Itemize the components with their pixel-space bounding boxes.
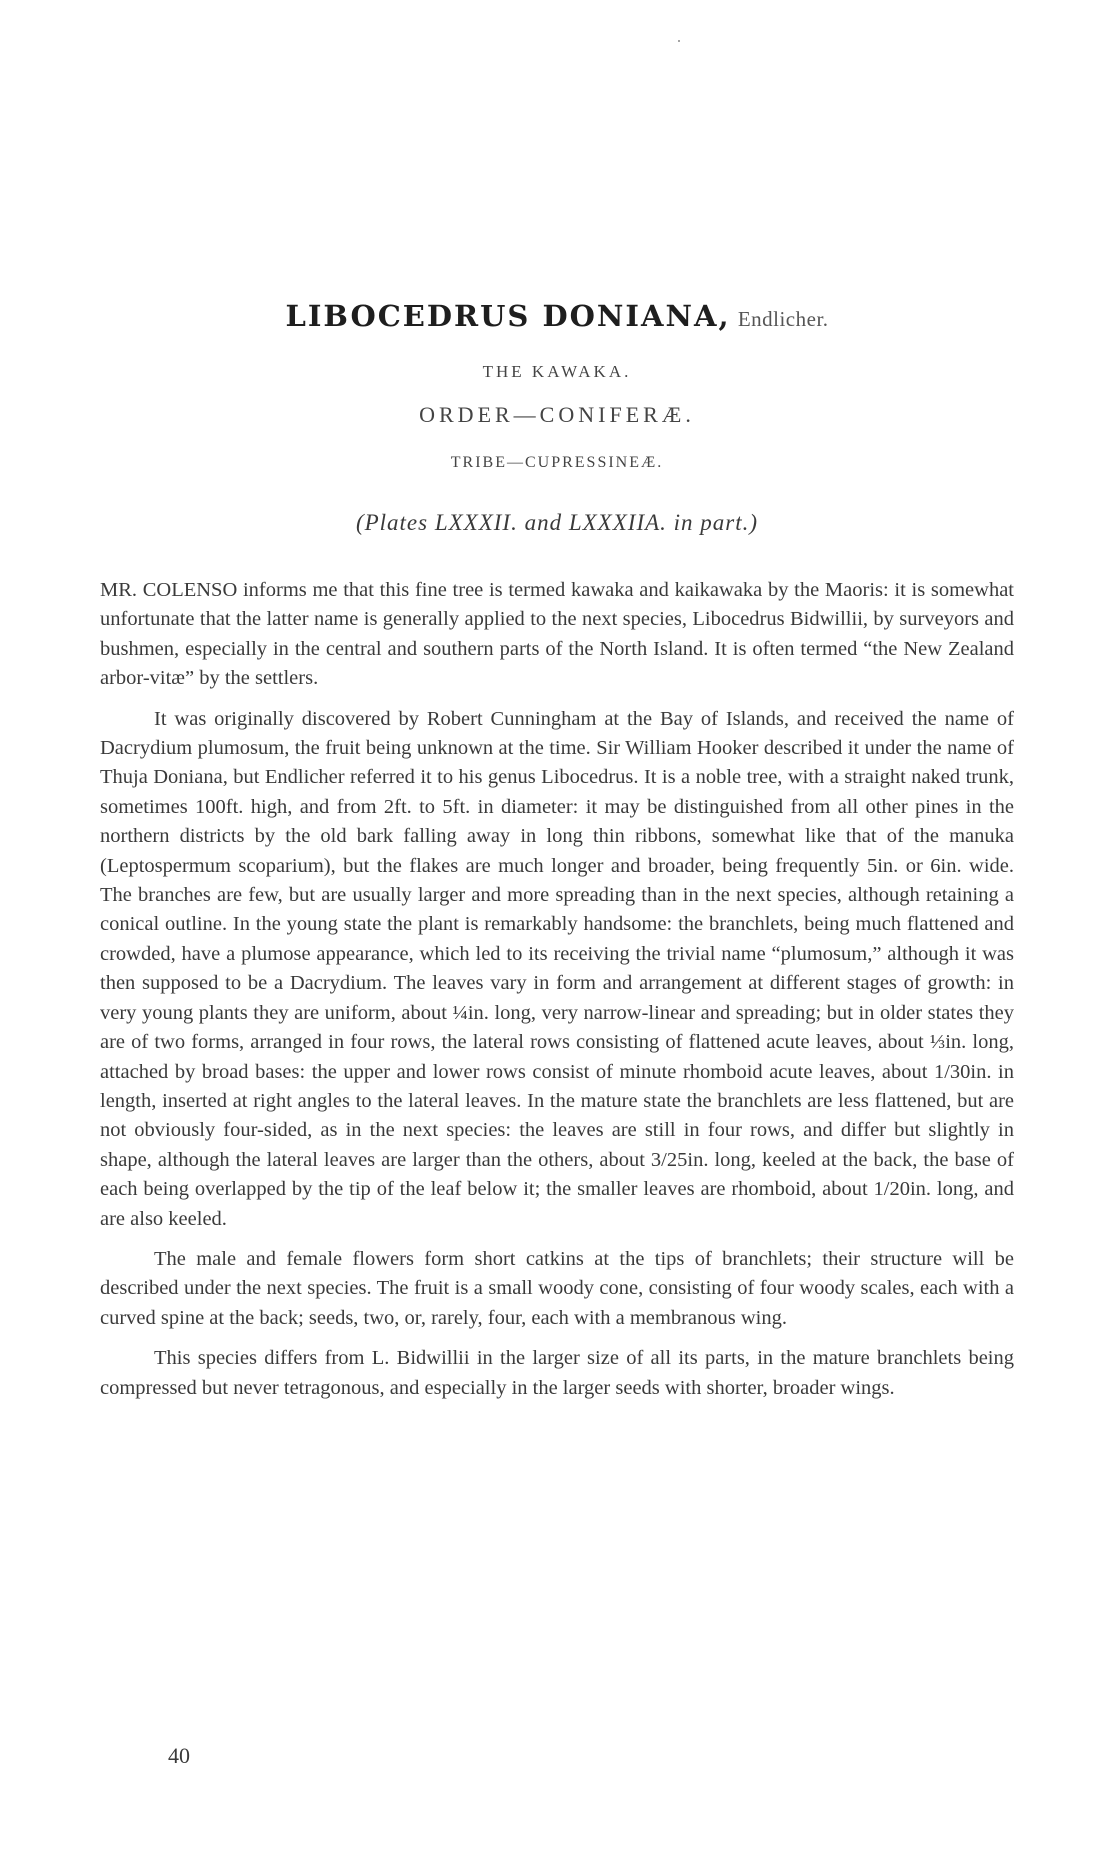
page-number: 40 [168,1743,190,1768]
page-title: LIBOCEDRUS DONIANA, [285,299,731,333]
title-line [100,298,1014,337]
order-line: ORDER—CONIFERÆ. [419,402,695,427]
common-name: THE KAWAKA. [482,362,632,381]
paragraph-2: It was originally discovered by Robert Cunningham at the Bay of Islands, and received the name of Dacrydium plumosum, the fruit being unknown at the time. Sir William Hooker described it under the name of Thuja Doniana, but Endlicher referred it to his genus Libocedrus. It is a noble tree, with a straight naked trunk, sometimes 100ft. high, and from 2ft. to 5ft. in diameter: it may be distinguished from all other pines in the northern districts by the old bark falling away in long thin ribbons, somewhat like that of the manuka (Leptospermum scoparium), but the flakes are much longer and broader, being frequently 5in. or 6in. wide. The branches are few, but are usually larger and more spreading than in the next species, although retaining a conical outline. In the young state the plant is remarkably handsome: the branchlets, being much flattened and crowded, have a plumose appearance, which led to its receiving the trivial name “plumosum,” although it was then supposed to be a Dacrydium. The leaves vary in form and arrangement at different stages of growth: in very young plants they are uniform, about ¼in. long, very narrow-linear and spreading; but in older states they are of two forms, arranged in four rows, the lateral rows consisting of flattened acute leaves, about ⅓in. long, attached by broad bases: the upper and lower rows consist of minute rhomboid acute leaves, about 1/30in. in length, inserted at right angles to the lateral leaves. In the mature state the branchlets are less flattened, but are not obviously four-sided, as in the next species: the leaves are still in four rows, and differ but slightly in shape, although the lateral leaves are larger than the others, about 3/25in. long, keeled at the back, the base of each being overlapped by the tip of the leaf below it; the smaller leaves are rhomboid, about 1/20in. long, and are also keeled. [100,707,1014,1230]
tribe-line: TRIBE—CUPRESSINEÆ. [450,454,664,471]
article-body [100,576,1014,1414]
paragraph-1: MR. COLENSO informs me that this fine tree is termed kawaka and kaikawaka by the Maoris: it is somewhat unfortunate that the latter name is generally applied to the next species, Libocedrus Bidwillii, by surveyors and bushmen, especially in the central and southern parts of the North Island. It is often termed “the New Zealand arbor-vitæ” by the settlers. [100,579,1014,690]
plates-reference: (Plates LXXXII. and LXXXIIA. in part.) [355,510,759,535]
paragraph-4: This species differs from L. Bidwillii in the larger size of all its parts, in the mature branchlets being compressed but never tetragonous, and especially in the larger seeds with shorter, broader wings. [100,1347,1014,1399]
scan-speck [678,40,680,42]
title-author: Endlicher. [737,307,829,331]
paragraph-3: The male and female flowers form short catkins at the tips of branchlets; their structure will be described under the next species. The fruit is a small woody cone, consisting of four woody scales, each with a curved spine at the back; seeds, two, or, rarely, four, each with a membranous wing. [100,1247,1014,1329]
